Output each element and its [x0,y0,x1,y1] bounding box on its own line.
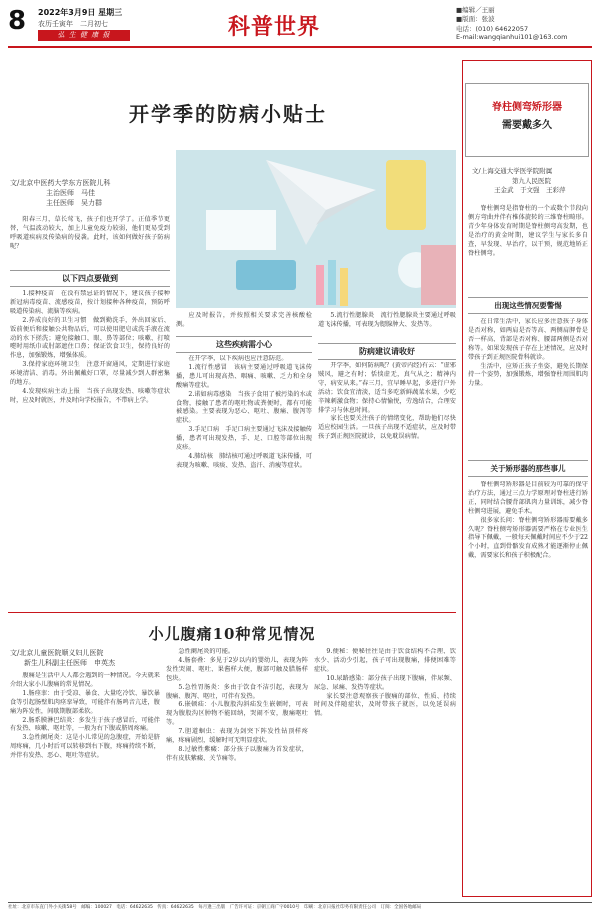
paragraph: 3.手足口病 手足口病主要通过飞沫及接触传播，患者可出现发热，手、足、口腔等部位出现皮疹。 [176,426,312,452]
article2-col2 [166,648,308,897]
subhead-text: 关于矫形器的那些事儿 [490,464,566,473]
paragraph: 2.养成良好的卫生习惯 做到勤洗手，外出回家后、饭前便后和接触公共物品后，可以使用肥皂或洗手液在流动的水下搓洗；避免接触口、眼、鼻等部位；咳嗽、打喷嚏时用纸巾或肘部遮住口鼻；保证饮食卫生，保持良好的作息，加强锻炼，增强体质。 [10,316,170,360]
paragraph: 1.流行性感冒 该病主要通过呼吸道飞沫传播，患儿可出现高热、咽痛、咳嗽、乏力和全身酸痛等症状。 [176,363,312,389]
byline-line: 文/北京中医药大学东方医院儿科 [10,179,111,187]
paragraph: 家长也要关注孩子的情绪变化，帮助他们尽快适应校园生活。一旦孩子出现不适症状，应及时带孩子到正规医院就诊，以免耽误病情。 [318,415,456,441]
paragraph: 4.肺结核 肺结核可通过呼吸道飞沫传播，可表现为咳嗽、咳痰、发热、盗汗、消瘦等症状。 [176,452,312,469]
sidebar-title-line: 脊柱侧弯矫形器 [492,102,562,113]
article1-col3-top [318,312,456,330]
byline-line: 王金武 于文强 王彩萍 [494,186,566,194]
article1-photo [176,150,456,308]
paragraph: 在开学季，以下疾病也应注意防范。 [188,355,288,362]
paragraph: 阳春三月，草长莺飞，孩子们也开学了。正值季节更替，气温波动较大，加上儿童免疫力较弱，他们更易受到呼吸道疾病及传染病的侵袭。此时，该如何做好孩子防病呢？ [10,216,170,250]
paragraph: 4.发现疾病主动上报 当孩子出现发热、咳嗽等症状时，应及时就医，并及时向学校报告，不带病上学。 [10,387,170,404]
issue-date: 2022年3月9日 星期三 [38,8,123,17]
byline-line: 第九人民医院 [512,176,551,185]
designer-credit: ■版面：张波 [456,15,495,23]
article2-byline [10,648,160,668]
article1-intro [10,216,170,252]
paragraph: 应及时报告，并按照相关要求完善核酸检测。 [176,312,312,328]
paragraph: 10.尿路感染：部分孩子出现下腹痛，伴尿频、尿急、尿痛、发热等症状。 [314,674,456,691]
header-rule [8,46,592,48]
contact-email[interactable]: E-mail:wangqianhui101@163.com [456,33,568,41]
subhead-text: 出现这些情况要警惕 [494,301,562,310]
page-footer: 社址：北京市东直门外小关街58号 邮编：100027 电话：64622635 传真：64622635 每月逢三出版 广告许可证：京朝工商广字0010号 印刷：北京日报社印务有限责任公司 订阅：全国各地邮局 [8,902,592,912]
byline-line: 文/北京儿童医院顺义妇儿医院 [10,649,104,657]
paragraph: 6.嵌顿疝：小儿腹股沟斜疝发生嵌顿时，可表现为腹股沟区肿物不能回纳，哭闹不安，腹痛呕吐等。 [166,701,308,727]
section-title: 科普世界 [228,14,321,40]
subhead-text: 这些疾病需小心 [216,339,272,349]
paragraph: 腹痛是生活中人人都会遇到的一种情况。今天就来介绍大家小儿腹痛的常见情况。 [10,672,160,688]
paper-slogan: 弘 生 健 康 报 [38,30,130,41]
paragraph: 9.便秘：便秘往往是由于饮食结构不合理、饮水少、活动少引起，孩子可出现腹痛，排便困难等症状。 [314,648,456,673]
article1-col2-top [176,312,312,330]
byline-line: 主治医师 马佳 [46,189,95,197]
sidebar-intro [468,205,588,258]
paragraph: 5.流行性腮腺炎 流行性腮腺炎主要通过呼吸道飞沫传播，可表现为腮腺肿大、发热等。 [318,312,456,328]
section-divider [8,612,456,613]
byline-line: 文/上海交通大学医学院附属 [472,167,553,175]
paragraph: 2.肠系膜淋巴结炎：多发生于孩子感冒后，可能伴有发热、咳嗽、呕吐等，一般为右下腹或脐周疼痛。 [10,716,160,733]
paragraph: 家长要注意观察孩子腹痛的部位、性质、持续时间及伴随症状，及时带孩子就医，以免延误病情。 [314,692,456,718]
paragraph: 2.诺如病毒感染 当孩子食用了被污染的水或食物，接触了患者的呕吐物或粪便时，都有可能被感染。主要表现为恶心、呕吐、腹痛、腹泻等症状。 [176,390,312,425]
byline-line: 新生儿科副主任医师 申英杰 [24,659,115,667]
paragraph: 生活中，应矫正孩子坐姿，避免长期保持一个姿势，加强锻炼，增强脊柱周围肌肉力量。 [468,362,588,388]
article1-col1 [10,290,170,600]
paragraph: 5.急性胃肠炎：多由于饮食不洁引起，表现为腹痛、腹泻、呕吐，可伴有发热。 [166,683,308,700]
byline-line: 主任医师 吴力群 [46,199,102,207]
paragraph: 开学季，如何防病呢？(黄帝内经)有云：“虚邪贼风，避之有时；恬惔虚无，真气从之；精神内守，病安从来。”春三月，宜早睡早起，多进行户外活动；饮食宜清淡，适当多吃新鲜蔬菜水果，少吃辛辣刺激食物；保持心情愉悦，劳逸结合，合理安排学习与休息时间。 [318,362,456,414]
subhead-text: 以下四点要做到 [62,273,118,283]
article1-title: 开学季的防病小贴士 [129,102,327,126]
paragraph: 3.急性阑尾炎：这是小儿常见的急腹症，开始是脐周疼痛，几小时后可以转移到右下腹，疼痛持续不断，并伴有发热、恶心、呕吐等症状。 [10,734,160,760]
sidebar-subhead-warning [468,297,588,314]
sidebar-byline [472,167,590,196]
subhead-four-points [10,270,170,287]
paper-plane-stationery-image [176,150,456,308]
paragraph: 脊柱侧弯矫形器是目前较为可靠的保守治疗方法，通过三点力学原理对脊柱进行矫正，同时结合腰背部肌肉力量训练，减少脊柱侧弯进展，避免手术。 [468,481,588,515]
article2-col1 [10,672,160,897]
subhead-diseases [176,336,312,353]
paragraph: 脊柱侧弯是指脊柱的一个或数个节段向侧方弯曲并伴有椎体旋转的三维脊柱畸形。青少年身体发育时期是脊柱侧弯高发期，也是治疗的黄金时期，建议学生与家长多自查，早发现、早治疗，以干预，规范地矫正脊柱侧弯。 [468,205,588,257]
article2-title: 小儿腹痛10种常见情况 [148,625,316,643]
sidebar-title-box [465,83,589,157]
page-header [0,0,600,50]
paragraph: 1.接种疫苗 在没有禁忌证的情况下，建议孩子接种新冠病毒疫苗、流感疫苗，按计划接种各种疫苗，预防呼吸道传染病、流脑等疾病。 [10,290,170,315]
paragraph: 在日常生活中，家长应多注意孩子身体是否对称，如两肩是否等高、两侧肩胛骨是否一样高、背部是否对称、腰部两侧是否对称等。如果发现孩子存在上述情况，应及时带孩子到正规医院骨科就诊。 [468,318,588,361]
page-number: 8 [8,6,27,36]
sidebar-col-b [468,481,588,893]
paragraph: 3.保持家庭环境卫生 注意开窗通风，定期进行家庭环境清洁、消毒。外出佩戴好口罩，尽量减少到人群密集的地方。 [10,361,170,387]
paragraph: 急性阑尾炎的可能。 [178,648,235,655]
paragraph: 很多家长问：脊柱侧弯矫形器需要戴多久呢？脊柱侧弯矫形器需要严格在专业医生指导下佩戴，一般每天佩戴时间应不少于22个小时，直到骨骼发育成熟才能逐渐停止佩戴，需要家长和孩子积极配合。 [468,516,588,560]
paragraph: 7.胆道蛔虫：表现为剑突下阵发性钻顶样疼痛，疼痛剧烈，缓解时可无明显症状。 [166,728,308,745]
article1-col3 [318,362,456,607]
sidebar-col-a [468,318,588,458]
article1-col2 [176,355,312,605]
paragraph: 8.过敏性紫癜：部分孩子以腹痛为首发症状，伴有皮肤紫癜、关节痛等。 [166,745,308,762]
sidebar-title-line: 需要戴多久 [502,120,552,131]
editor-credit: ■编辑／王丽 [456,6,495,14]
paragraph: 1.肠痉挛：由于受凉、暴食、大量吃冷饮、暴饮暴食等引起肠壁肌肉痉挛导致，可能伴有肠鸣音亢进，腹痛为阵发性，间歇期腹部柔软。 [10,689,160,715]
article2-col3 [314,648,456,897]
lunar-date: 农历壬寅年 二月初七 [38,20,108,28]
subhead-text: 防病建议请收好 [359,346,415,356]
sidebar-subhead-brace [468,460,588,477]
contact-phone: 电话：(010) 64622057 [456,25,529,33]
subhead-advice [318,343,456,360]
article1-byline [10,178,170,208]
paragraph: 4.肠套叠：多见于2岁以内的婴幼儿，表现为阵发性哭闹、呕吐、果酱样大便，腹部可触及腊肠样包块。 [166,656,308,682]
